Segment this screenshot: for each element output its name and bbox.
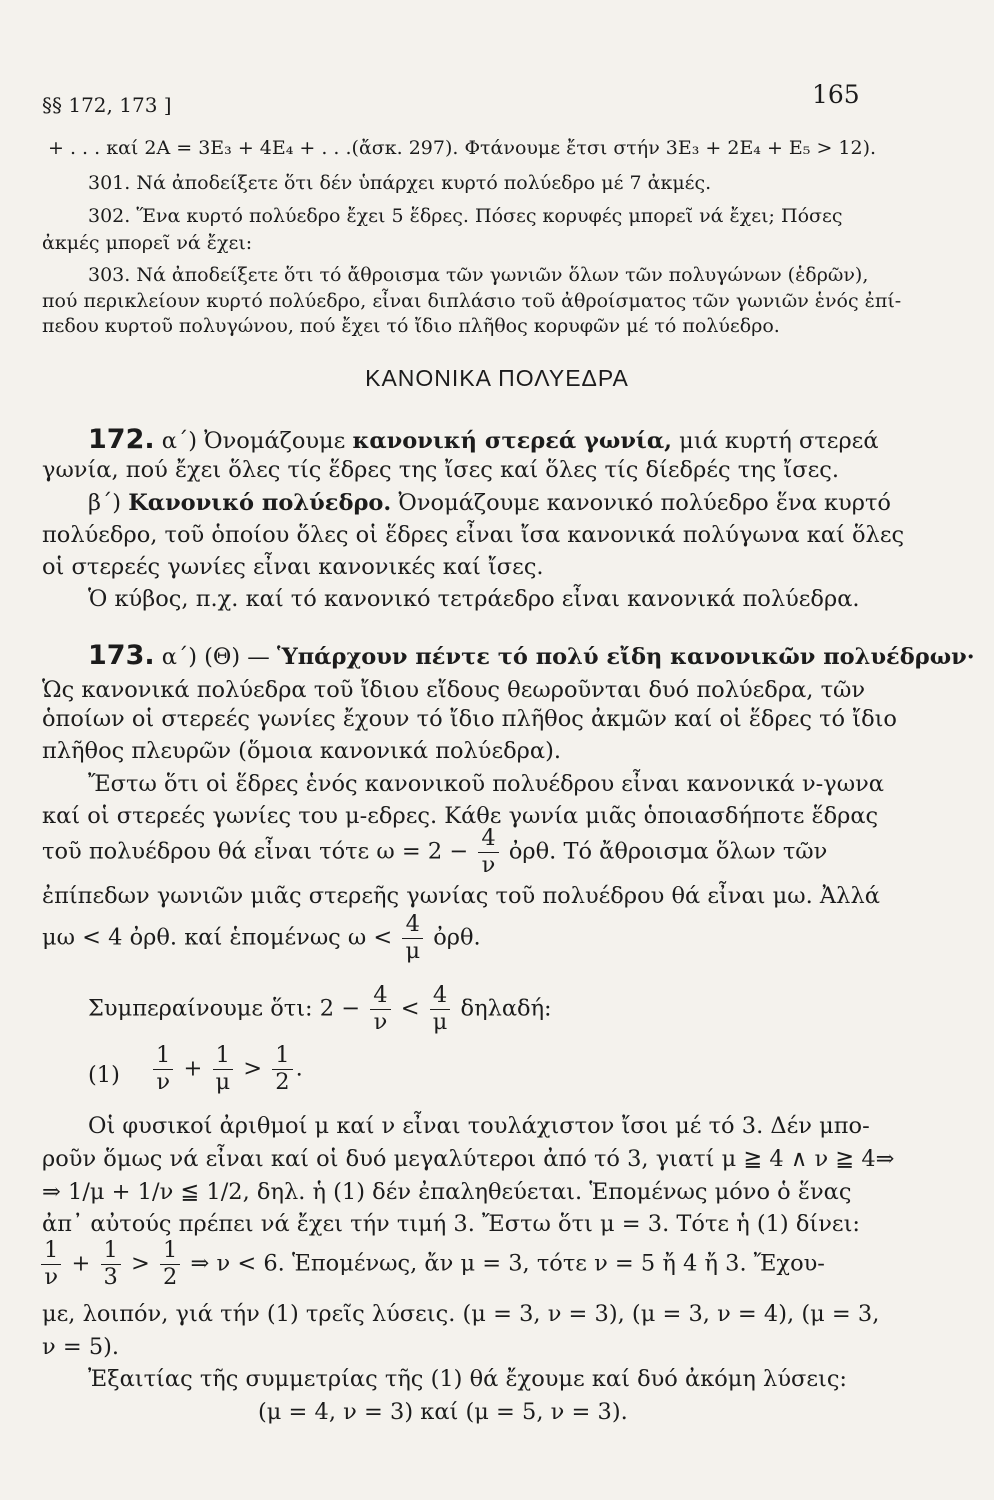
denominator: ν [44,1263,58,1290]
denominator: 3 [103,1263,118,1290]
s172-a-line2: γωνία, πού ἔχει ὅλες τίς ἕδρες της ἴσες καί ὅλες τίς δίεδρές της ἴσες. [42,457,840,483]
s172-b-intro: β΄) [88,490,122,516]
denominator: μ [405,937,421,964]
s173-theorem: Ὑπάρχουν πέντε τό πολύ εἴδη κανονικῶν πολυέδρων· [276,644,975,670]
s173-para-line8: Ἐξαιτίας τῆς συμμετρίας τῆς (1) θά ἔχουμε καί δυό ἀκόμη λύσεις: [88,1366,848,1392]
less-than-sign: < [400,995,420,1022]
s172-b-line2: πολύεδρο, τοῦ ὁποίου ὅλες οἱ ἕδρες εἶναι ἴσα κανονικά πολύγωνα καί ὅλες [42,522,905,548]
s172-b-line1 [88,490,891,516]
denominator: ν [373,1008,388,1035]
greater-than-sign: > [243,1055,263,1082]
s173-para-line4: ἀπ᾽ αὐτούς πρέπει νά ἔχει τήν τιμή 3. Ἔστω ὅτι μ = 3. Τότε ἡ (1) δίνει: [42,1211,860,1237]
s172-example: Ὁ κύβος, π.χ. καί τό κανονικό τετράεδρο εἶναι κανονικά πολύεδρα. [88,586,860,612]
numerator: 1 [101,1238,121,1265]
s172-b-rest: Ὀνομάζουμε κανονικό πολύεδρο ἕνα κυρτό [398,490,891,516]
exercise-303-line1: 303. Νά ἀποδείξετε ὅτι τό ἄθροισμα τῶν γωνιῶν ὅλων τῶν πολυγώνων (ἑδρῶν), [88,264,869,286]
exercise-303-line3: πεδου κυρτοῦ πολυγώνου, πού ἔχει τό ἴδιο πλῆθος κορυφῶν μέ τό πολύεδρο. [42,315,780,337]
s172-b-line3: οἱ στερεές γωνίες εἶναι κανονικές καί ἴσες. [42,554,544,580]
s173-para-line1: Οἱ φυσικοί ἀριθμοί μ καί ν εἶναι τουλάχιστον ἴσοι μέ τό 3. Δέν μπο- [88,1113,870,1139]
period: . [295,1055,303,1082]
page-number: 165 [812,80,860,109]
exercise-302-line1: 302. Ἕνα κυρτό πολύεδρο ἔχει 5 ἕδρες. Πόσες κορυφές μπορεῖ νά ἔχει; Πόσες [88,205,843,227]
s173-line10 [88,983,552,1036]
line7-text-start: τοῦ πολυέδρου θά εἶναι τότε ω = 2 − [42,838,469,865]
numerator: 4 [478,826,498,853]
s173-para-line2: ροῦν ὅμως νά εἶναι καί οἱ δυό μεγαλύτεροι ἀπό τό 3, γιατί μ ≧ 4 ∧ ν ≧ 4⇒ [42,1146,895,1172]
denominator: 2 [275,1068,290,1095]
s172-number: 172. [88,424,155,455]
s172-b-term: Κανονικό πολύεδρο. [128,490,392,516]
s173-number: 173. [88,640,155,671]
fraction-4-over-mu [402,912,423,965]
exercise-301: 301. Νά ἀποδείξετε ὅτι δέν ὑπάρχει κυρτό πολύεδρο μέ 7 ἀκμές. [88,172,712,194]
numerator: 1 [160,1238,180,1265]
s173-para-line7: ν = 5). [42,1334,120,1360]
s172-a-intro: α΄) Ὀνομάζουμε [161,428,346,454]
section-title: ΚΑΝΟΝΙΚΑ ΠΟΛΥΕΔΡΑ [365,365,629,391]
denominator: ν [481,851,496,878]
line-text-end: ⇒ ν < 6. Ἑπομένως, ἄν μ = 3, τότε ν = 5 ἤ 4 ἤ 3. Ἔχου- [190,1250,825,1277]
exercise-303-line2: πού περικλείουν κυρτό πολύεδρο, εἶναι διπλάσιο τοῦ ἀθροίσματος τῶν γωνιῶν ἑνός ἐπί- [42,290,902,312]
denominator: ν [156,1068,170,1095]
s172-a-line1 [88,424,879,455]
fraction-4-over-nu [478,826,498,879]
numerator: 1 [41,1238,61,1265]
s173-line7 [42,826,827,879]
s173-line1 [88,640,975,671]
fraction-1-over-2 [272,1043,292,1096]
equation-1 [150,1043,303,1096]
plus-sign: + [71,1250,91,1277]
exercise-continuation: + . . . καί 2Α = 3Ε₃ + 4Ε₄ + . . .(ἄσκ. 297). Φτάνουμε ἔτσι στήν 3Ε₃ + 2Ε₄ + Ε₅ > 12). [48,137,877,159]
s173-line4: πλῆθος πλευρῶν (ὅμοια κανονικά πολύεδρα). [42,738,562,764]
numerator: 4 [430,983,451,1010]
greater-than-sign: > [130,1250,150,1277]
s173-line3: ὁποίων οἱ στερεές γωνίες ἔχουν τό ἴδιο πλῆθος ἀκμῶν καί οἱ ἕδρες τό ἴδιο [42,706,897,732]
s173-line8: ἐπίπεδων γωνιῶν μιᾶς στερεῆς γωνίας τοῦ πολυέδρου θά εἶναι μω. Ἀλλά [42,883,880,909]
line10-text-end: δηλαδή: [460,995,552,1022]
s173-line9 [42,912,481,965]
s173-line5: Ἔστω ὅτι οἱ ἕδρες ἑνός κανονικοῦ πολυέδρου εἶναι κανονικά ν-γωνα [88,771,884,797]
s173-para-line5 [38,1238,825,1291]
equation-1-label: (1) [88,1062,120,1088]
denominator: 2 [163,1263,178,1290]
exercise-302-line2: ἀκμές μπορεῖ νά ἔχει: [42,232,253,254]
fraction-4-over-nu-2 [370,983,390,1036]
s173-a-intro: α΄) (Θ) — [161,644,270,670]
s173-line2: Ὡς κανονικά πολύεδρα τοῦ ἴδιου εἴδους θεωροῦνται δυό πολύεδρα, τῶν [42,677,866,703]
denominator: μ [432,1008,448,1035]
s173-para-line9: (μ = 4, ν = 3) καί (μ = 5, ν = 3). [258,1399,628,1425]
fraction-1-over-mu [213,1043,234,1096]
fraction-1-over-2-b [160,1238,180,1291]
s172-a-term: κανονική στερεά γωνία, [352,428,672,454]
denominator: μ [215,1068,231,1095]
s173-line6: καί οἱ στερεές γωνίες του μ-εδρες. Κάθε γωνία μιᾶς ὁποιασδήποτε ἕδρας [42,803,879,829]
plus-sign: + [183,1055,203,1082]
fraction-4-over-mu-2 [430,983,451,1036]
s173-para-line6: με, λοιπόν, γιά τήν (1) τρεῖς λύσεις. (μ = 3, ν = 3), (μ = 3, ν = 4), (μ = 3, [42,1301,880,1327]
fraction-1-over-3 [101,1238,121,1291]
line7-text-end: ὀρθ. Τό ἄθροισμα ὅλων τῶν [508,838,828,865]
numerator: 4 [402,912,423,939]
numerator: 4 [370,983,390,1010]
numerator: 1 [153,1043,173,1070]
line9-text-end: ὀρθ. [433,924,481,951]
s173-para-line3: ⇒ 1/μ + 1/ν ≦ 1/2, δηλ. ἡ (1) δέν ἐπαληθεύεται. Ἑπομένως μόνο ὁ ἕνας [42,1179,852,1205]
fraction-1-over-nu-2 [41,1238,61,1291]
line9-text-start: μω < 4 ὀρθ. καί ἑπομένως ω < [42,924,393,951]
line10-text-start: Συμπεραίνουμε ὅτι: 2 − [88,995,361,1022]
s172-a-rest: μιά κυρτή στερεά [679,428,879,454]
numerator: 1 [213,1043,234,1070]
numerator: 1 [272,1043,292,1070]
running-header: §§ 172, 173 ] [42,93,172,117]
fraction-1-over-nu [153,1043,173,1096]
